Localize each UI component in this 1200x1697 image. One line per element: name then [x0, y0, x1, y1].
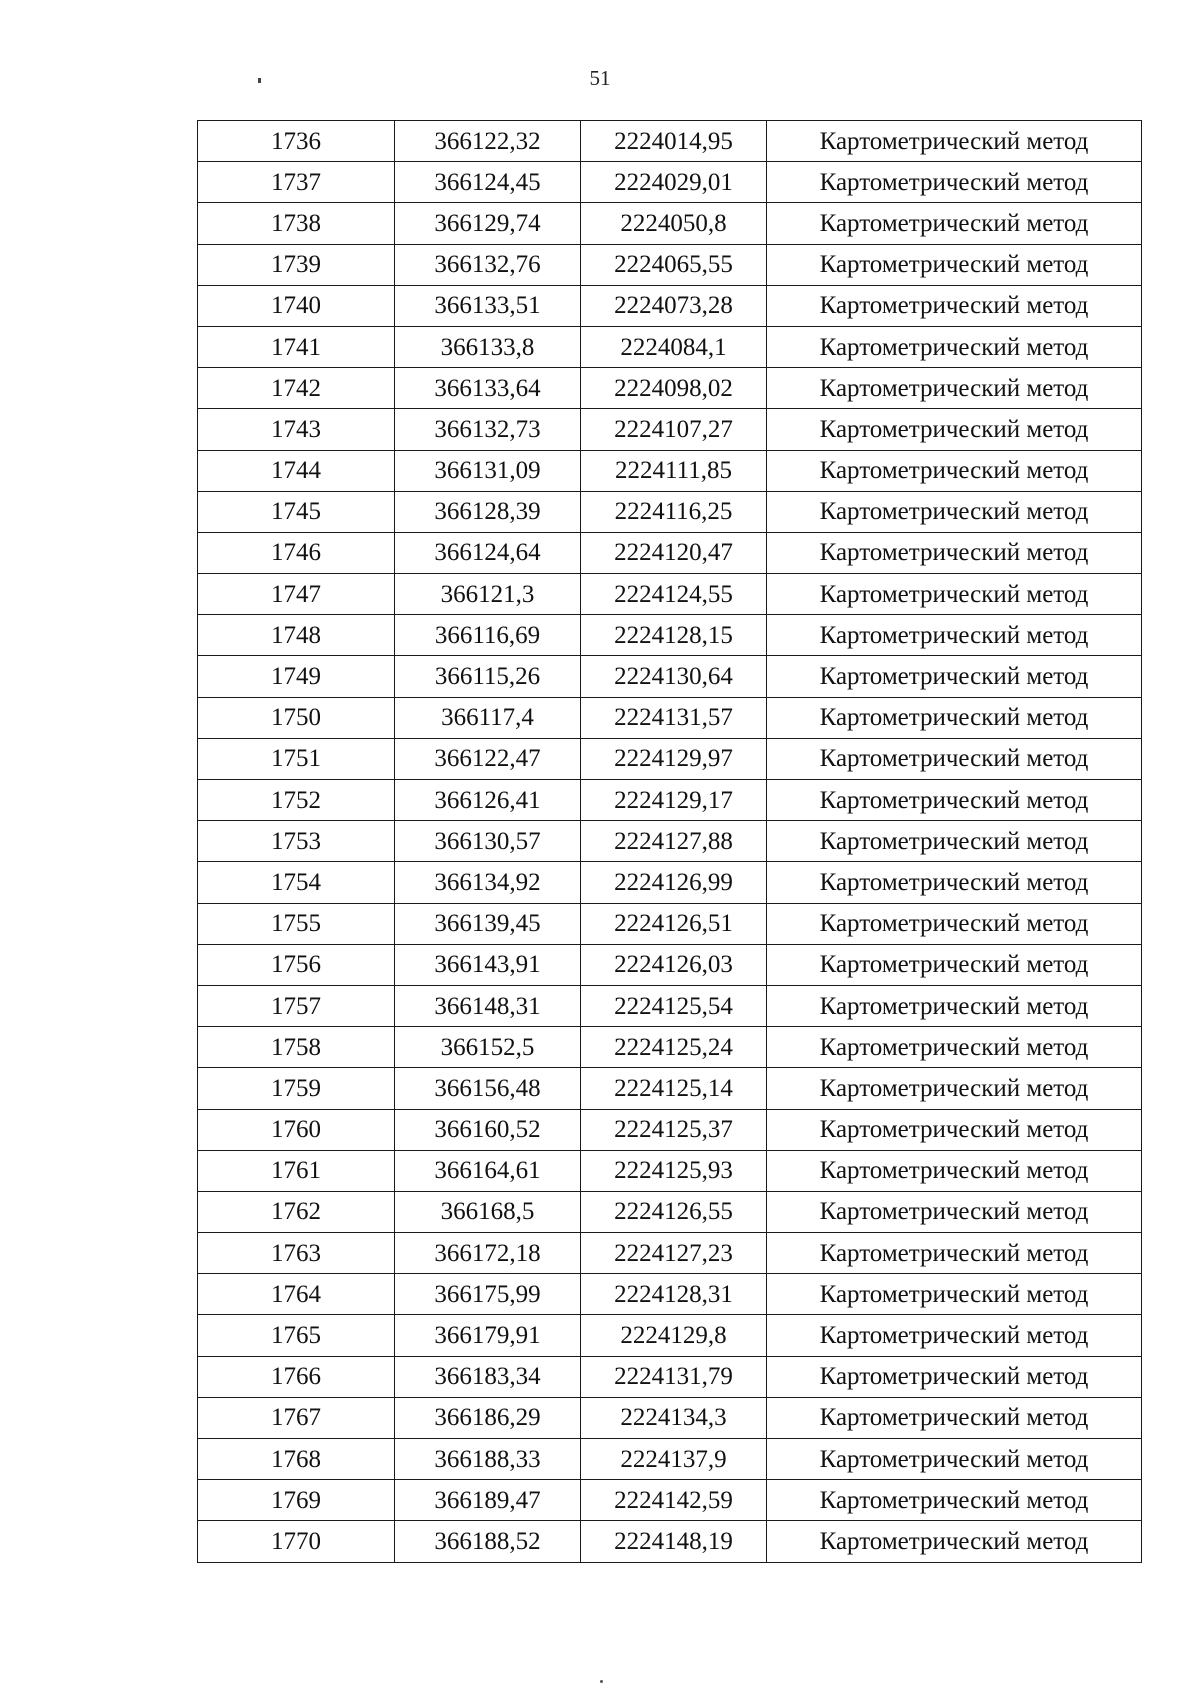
y-coordinate-cell: 2224127,88: [581, 821, 767, 862]
point-number-cell: 1764: [198, 1274, 395, 1315]
point-number-cell: 1760: [198, 1109, 395, 1150]
method-cell: Картометрический метод: [767, 203, 1142, 244]
table-row: [198, 738, 1142, 779]
y-coordinate-cell: 2224131,79: [581, 1356, 767, 1397]
table-row: [198, 244, 1142, 285]
point-number-cell: 1757: [198, 985, 395, 1026]
table-row: [198, 1521, 1142, 1562]
coordinates-table-body: [198, 121, 1142, 1563]
y-coordinate-cell: 2224127,23: [581, 1233, 767, 1274]
x-coordinate-cell: 366115,26: [395, 656, 581, 697]
x-coordinate-cell: 366124,45: [395, 162, 581, 203]
y-coordinate-cell: 2224116,25: [581, 491, 767, 532]
y-coordinate-cell: 2224073,28: [581, 285, 767, 326]
method-cell: Картометрический метод: [767, 1315, 1142, 1356]
x-coordinate-cell: 366139,45: [395, 903, 581, 944]
coordinates-table: [197, 120, 1142, 1563]
x-coordinate-cell: 366130,57: [395, 821, 581, 862]
table-row: [198, 574, 1142, 615]
x-coordinate-cell: 366129,74: [395, 203, 581, 244]
point-number-cell: 1758: [198, 1027, 395, 1068]
y-coordinate-cell: 2224126,51: [581, 903, 767, 944]
method-cell: Картометрический метод: [767, 285, 1142, 326]
x-coordinate-cell: 366156,48: [395, 1068, 581, 1109]
x-coordinate-cell: 366131,09: [395, 450, 581, 491]
y-coordinate-cell: 2224014,95: [581, 121, 767, 162]
table-row: [198, 1068, 1142, 1109]
method-cell: Картометрический метод: [767, 574, 1142, 615]
point-number-cell: 1750: [198, 697, 395, 738]
point-number-cell: 1751: [198, 738, 395, 779]
point-number-cell: 1763: [198, 1233, 395, 1274]
x-coordinate-cell: 366160,52: [395, 1109, 581, 1150]
table-row: [198, 450, 1142, 491]
method-cell: Картометрический метод: [767, 1397, 1142, 1438]
table-row: [198, 1356, 1142, 1397]
x-coordinate-cell: 366133,64: [395, 368, 581, 409]
y-coordinate-cell: 2224029,01: [581, 162, 767, 203]
point-number-cell: 1746: [198, 532, 395, 573]
x-coordinate-cell: 366133,8: [395, 326, 581, 367]
point-number-cell: 1744: [198, 450, 395, 491]
point-number-cell: 1765: [198, 1315, 395, 1356]
point-number-cell: 1762: [198, 1191, 395, 1232]
x-coordinate-cell: 366172,18: [395, 1233, 581, 1274]
x-coordinate-cell: 366183,34: [395, 1356, 581, 1397]
y-coordinate-cell: 2224050,8: [581, 203, 767, 244]
table-row: [198, 821, 1142, 862]
y-coordinate-cell: 2224126,99: [581, 862, 767, 903]
method-cell: Картометрический метод: [767, 656, 1142, 697]
y-coordinate-cell: 2224134,3: [581, 1397, 767, 1438]
point-number-cell: 1755: [198, 903, 395, 944]
x-coordinate-cell: 366133,51: [395, 285, 581, 326]
point-number-cell: 1766: [198, 1356, 395, 1397]
method-cell: Картометрический метод: [767, 821, 1142, 862]
table-row: [198, 1233, 1142, 1274]
point-number-cell: 1738: [198, 203, 395, 244]
method-cell: Картометрический метод: [767, 1439, 1142, 1480]
point-number-cell: 1736: [198, 121, 395, 162]
method-cell: Картометрический метод: [767, 368, 1142, 409]
method-cell: Картометрический метод: [767, 615, 1142, 656]
method-cell: Картометрический метод: [767, 1480, 1142, 1521]
x-coordinate-cell: 366175,99: [395, 1274, 581, 1315]
point-number-cell: 1752: [198, 780, 395, 821]
point-number-cell: 1749: [198, 656, 395, 697]
page-number: 51: [589, 66, 611, 90]
method-cell: Картометрический метод: [767, 532, 1142, 573]
method-cell: Картометрический метод: [767, 985, 1142, 1026]
method-cell: Картометрический метод: [767, 903, 1142, 944]
x-coordinate-cell: 366152,5: [395, 1027, 581, 1068]
x-coordinate-cell: 366121,3: [395, 574, 581, 615]
point-number-cell: 1759: [198, 1068, 395, 1109]
y-coordinate-cell: 2224111,85: [581, 450, 767, 491]
y-coordinate-cell: 2224124,55: [581, 574, 767, 615]
x-coordinate-cell: 366188,33: [395, 1439, 581, 1480]
y-coordinate-cell: 2224128,31: [581, 1274, 767, 1315]
point-number-cell: 1768: [198, 1439, 395, 1480]
method-cell: Картометрический метод: [767, 1233, 1142, 1274]
table-row: [198, 780, 1142, 821]
x-coordinate-cell: 366132,73: [395, 409, 581, 450]
method-cell: Картометрический метод: [767, 1068, 1142, 1109]
method-cell: Картометрический метод: [767, 1109, 1142, 1150]
method-cell: Картометрический метод: [767, 1150, 1142, 1191]
table-row: [198, 1480, 1142, 1521]
method-cell: Картометрический метод: [767, 1027, 1142, 1068]
method-cell: Картометрический метод: [767, 244, 1142, 285]
x-coordinate-cell: 366117,4: [395, 697, 581, 738]
x-coordinate-cell: 366186,29: [395, 1397, 581, 1438]
x-coordinate-cell: 366188,52: [395, 1521, 581, 1562]
point-number-cell: 1740: [198, 285, 395, 326]
y-coordinate-cell: 2224129,17: [581, 780, 767, 821]
table-row: [198, 409, 1142, 450]
method-cell: Картометрический метод: [767, 944, 1142, 985]
table-row: [198, 1150, 1142, 1191]
method-cell: Картометрический метод: [767, 1521, 1142, 1562]
point-number-cell: 1737: [198, 162, 395, 203]
y-coordinate-cell: 2224130,64: [581, 656, 767, 697]
x-coordinate-cell: 366122,32: [395, 121, 581, 162]
method-cell: Картометрический метод: [767, 409, 1142, 450]
point-number-cell: 1747: [198, 574, 395, 615]
method-cell: Картометрический метод: [767, 1356, 1142, 1397]
y-coordinate-cell: 2224126,55: [581, 1191, 767, 1232]
point-number-cell: 1770: [198, 1521, 395, 1562]
table-row: [198, 1315, 1142, 1356]
table-row: [198, 1397, 1142, 1438]
method-cell: Картометрический метод: [767, 491, 1142, 532]
x-coordinate-cell: 366134,92: [395, 862, 581, 903]
method-cell: Картометрический метод: [767, 326, 1142, 367]
table-row: [198, 985, 1142, 1026]
x-coordinate-cell: 366179,91: [395, 1315, 581, 1356]
y-coordinate-cell: 2224128,15: [581, 615, 767, 656]
x-coordinate-cell: 366189,47: [395, 1480, 581, 1521]
x-coordinate-cell: 366132,76: [395, 244, 581, 285]
y-coordinate-cell: 2224125,14: [581, 1068, 767, 1109]
table-row: [198, 862, 1142, 903]
point-number-cell: 1769: [198, 1480, 395, 1521]
method-cell: Картометрический метод: [767, 1274, 1142, 1315]
x-coordinate-cell: 366116,69: [395, 615, 581, 656]
table-row: [198, 697, 1142, 738]
x-coordinate-cell: 366128,39: [395, 491, 581, 532]
point-number-cell: 1767: [198, 1397, 395, 1438]
y-coordinate-cell: 2224131,57: [581, 697, 767, 738]
y-coordinate-cell: 2224125,54: [581, 985, 767, 1026]
method-cell: Картометрический метод: [767, 121, 1142, 162]
point-number-cell: 1753: [198, 821, 395, 862]
y-coordinate-cell: 2224129,8: [581, 1315, 767, 1356]
y-coordinate-cell: 2224125,37: [581, 1109, 767, 1150]
y-coordinate-cell: 2224142,59: [581, 1480, 767, 1521]
y-coordinate-cell: 2224098,02: [581, 368, 767, 409]
y-coordinate-cell: 2224126,03: [581, 944, 767, 985]
point-number-cell: 1754: [198, 862, 395, 903]
y-coordinate-cell: 2224148,19: [581, 1521, 767, 1562]
method-cell: Картометрический метод: [767, 862, 1142, 903]
x-coordinate-cell: 366164,61: [395, 1150, 581, 1191]
table-row: [198, 944, 1142, 985]
point-number-cell: 1761: [198, 1150, 395, 1191]
method-cell: Картометрический метод: [767, 738, 1142, 779]
y-coordinate-cell: 2224107,27: [581, 409, 767, 450]
y-coordinate-cell: 2224125,24: [581, 1027, 767, 1068]
scan-mark-bottom: [600, 1680, 603, 1683]
y-coordinate-cell: 2224137,9: [581, 1439, 767, 1480]
table-row: [198, 1439, 1142, 1480]
table-row: [198, 1027, 1142, 1068]
method-cell: Картометрический метод: [767, 1191, 1142, 1232]
table-row: [198, 285, 1142, 326]
table-row: [198, 368, 1142, 409]
method-cell: Картометрический метод: [767, 697, 1142, 738]
point-number-cell: 1748: [198, 615, 395, 656]
point-number-cell: 1741: [198, 326, 395, 367]
scan-mark: [258, 78, 261, 83]
point-number-cell: 1756: [198, 944, 395, 985]
x-coordinate-cell: 366168,5: [395, 1191, 581, 1232]
point-number-cell: 1743: [198, 409, 395, 450]
point-number-cell: 1742: [198, 368, 395, 409]
y-coordinate-cell: 2224065,55: [581, 244, 767, 285]
method-cell: Картометрический метод: [767, 450, 1142, 491]
point-number-cell: 1739: [198, 244, 395, 285]
x-coordinate-cell: 366124,64: [395, 532, 581, 573]
x-coordinate-cell: 366122,47: [395, 738, 581, 779]
table-row: [198, 326, 1142, 367]
table-row: [198, 491, 1142, 532]
table-row: [198, 656, 1142, 697]
x-coordinate-cell: 366143,91: [395, 944, 581, 985]
table-row: [198, 203, 1142, 244]
table-row: [198, 532, 1142, 573]
table-row: [198, 162, 1142, 203]
method-cell: Картометрический метод: [767, 162, 1142, 203]
table-row: [198, 903, 1142, 944]
y-coordinate-cell: 2224125,93: [581, 1150, 767, 1191]
x-coordinate-cell: 366148,31: [395, 985, 581, 1026]
point-number-cell: 1745: [198, 491, 395, 532]
table-row: [198, 1274, 1142, 1315]
method-cell: Картометрический метод: [767, 780, 1142, 821]
y-coordinate-cell: 2224129,97: [581, 738, 767, 779]
y-coordinate-cell: 2224120,47: [581, 532, 767, 573]
x-coordinate-cell: 366126,41: [395, 780, 581, 821]
table-row: [198, 615, 1142, 656]
table-row: [198, 1191, 1142, 1232]
table-row: [198, 121, 1142, 162]
y-coordinate-cell: 2224084,1: [581, 326, 767, 367]
table-row: [198, 1109, 1142, 1150]
